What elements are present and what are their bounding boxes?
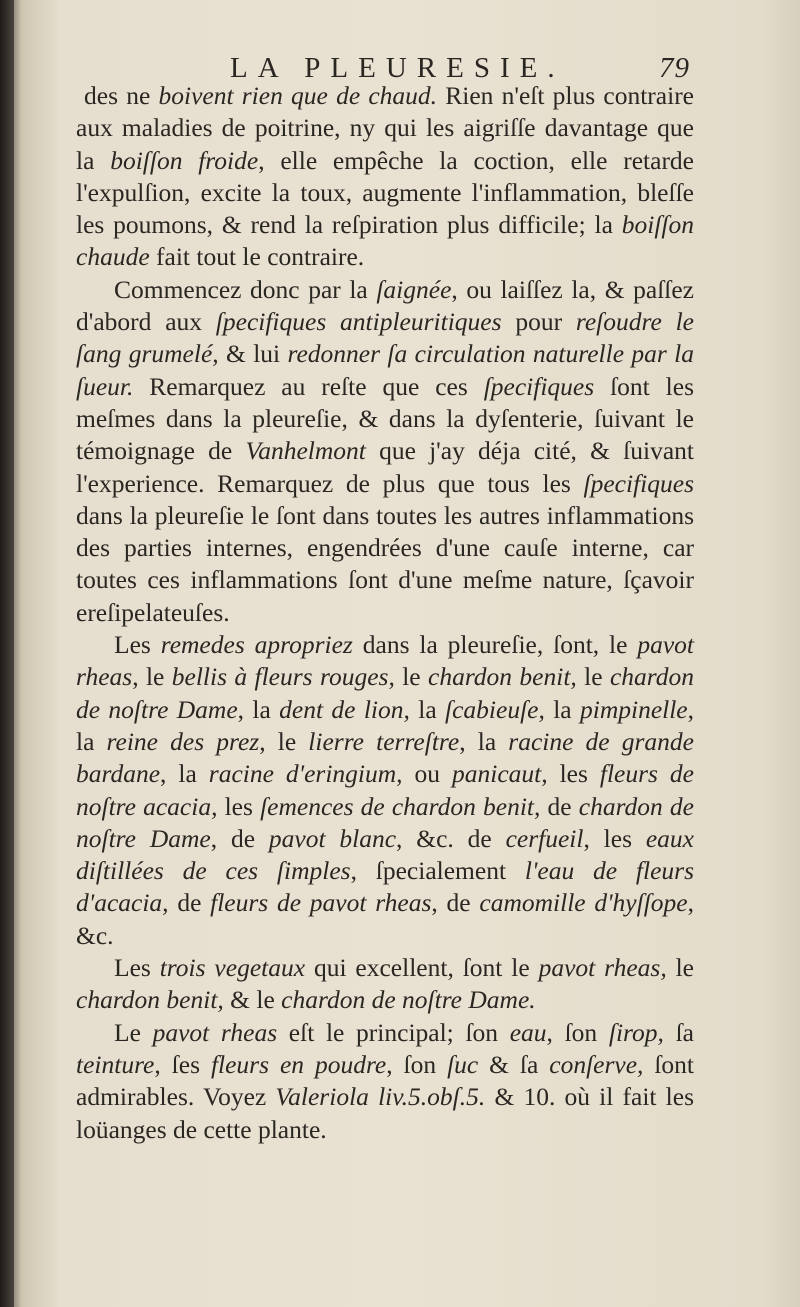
text-run: & ſa bbox=[478, 1049, 550, 1079]
italic-phrase: ſemences de chardon benit, bbox=[260, 791, 541, 821]
text-run: ſont admirables. Voyez bbox=[76, 1049, 695, 1112]
text-run: , ſon bbox=[546, 1017, 609, 1047]
italic-phrase: racine de grande bardane bbox=[76, 726, 694, 789]
text-run: Commencez donc par la bbox=[114, 274, 377, 304]
italic-phrase: fleurs de noſtre acacia, bbox=[76, 759, 694, 821]
text-run: ſont les meſmes dans la pleureſie, & dans la dyſenterie, ſuivant le témoignage de bbox=[76, 371, 694, 466]
italic-phrase: boiſſon froide bbox=[110, 145, 259, 175]
paragraph-1 bbox=[76, 80, 694, 274]
italic-phrase: fleurs de pavot rheas bbox=[210, 888, 432, 918]
text-run: la bbox=[409, 694, 446, 724]
italic-phrase: cerfueil bbox=[505, 823, 584, 853]
italic-phrase: redonner ſa circulation naturelle par la ſueur. bbox=[76, 339, 694, 401]
text-run: , la bbox=[76, 694, 694, 756]
paragraph-2 bbox=[76, 274, 694, 629]
italic-phrase: pavot rheas bbox=[152, 1017, 278, 1047]
italic-phrase: racine d'eringium, bbox=[208, 759, 403, 789]
text-run: ou bbox=[402, 759, 452, 789]
text-run: & lui bbox=[218, 339, 288, 369]
text-run: le bbox=[576, 662, 610, 692]
text-run: fait tout le contraire. bbox=[149, 242, 365, 272]
italic-phrase: bellis à fleurs rouges, bbox=[171, 662, 395, 692]
italic-phrase: pavot rheas bbox=[76, 630, 695, 692]
italic-phrase: pavot blanc bbox=[268, 823, 397, 853]
text-run: Les bbox=[114, 953, 160, 983]
italic-phrase: ſcabieuſe, bbox=[445, 694, 545, 724]
italic-phrase: dent de lion, bbox=[279, 694, 410, 724]
text-run: , de bbox=[431, 888, 480, 918]
italic-phrase: eaux diſtillées de ces ſimples bbox=[76, 823, 694, 886]
text-run: , la bbox=[160, 759, 209, 789]
text-run: le bbox=[666, 953, 694, 983]
text-run: pour bbox=[501, 307, 576, 337]
text-run: ſa bbox=[663, 1017, 694, 1047]
italic-phrase: Valeriola liv.5.obſ.5. bbox=[275, 1082, 486, 1112]
page-number: 79 bbox=[659, 52, 690, 84]
text-run: les bbox=[217, 791, 261, 821]
italic-phrase: pavot rheas, bbox=[538, 953, 667, 983]
text-run: qui excellent, ſont le bbox=[305, 953, 539, 983]
italic-phrase: trois vegetaux bbox=[159, 953, 306, 983]
running-title: LA PLEURESIE. bbox=[230, 52, 565, 84]
text-run: , ſon bbox=[386, 1049, 448, 1079]
text-run: , ſes bbox=[154, 1049, 211, 1079]
italic-phrase: chardon de noſtre Dame. bbox=[281, 985, 536, 1015]
italic-phrase: camomille d'hyſſope bbox=[479, 888, 688, 918]
italic-phrase: boiſſon chaude bbox=[76, 210, 694, 272]
italic-phrase: reine des prez bbox=[106, 726, 260, 756]
text-run: que j'ay déja cité, & ſuivant l'experience. Remarquez de plus que tous les bbox=[76, 436, 694, 498]
italic-phrase: chardon benit, bbox=[428, 662, 577, 692]
text-run: , &c. de bbox=[396, 823, 506, 853]
paragraph-4 bbox=[76, 952, 694, 1017]
italic-phrase: chardon de noſtre Dame bbox=[76, 662, 695, 724]
text-run: dans la pleureſie, ſont, le bbox=[352, 630, 638, 660]
text-run: , de bbox=[210, 823, 269, 853]
text-run: , &c. bbox=[76, 888, 694, 950]
text-run: dans la pleureſie le ſont dans toutes les autres inflammations des parties internes, engendrées d'une cauſe interne, car toutes ces inflammations ſont d'une meſme nature, ſçavoir ereſipelateuſes. bbox=[76, 500, 694, 627]
text-run: de bbox=[168, 888, 211, 918]
italic-phrase: chardon de noſtre Dame bbox=[76, 791, 694, 853]
text-run: eſt le principal; ſon bbox=[277, 1017, 510, 1047]
italic-phrase: ſpecifiques antipleuritiques bbox=[215, 307, 502, 337]
text-run: le bbox=[394, 662, 428, 692]
text-run: , ou laiſſez la, & paſſez d'abord aux bbox=[76, 274, 695, 337]
text-run: Les bbox=[114, 630, 161, 660]
paragraph-5 bbox=[76, 1017, 694, 1146]
text-run: , la bbox=[459, 726, 509, 756]
text-run: de bbox=[540, 791, 579, 821]
italic-phrase: pimpinelle bbox=[579, 694, 688, 724]
paragraph-3 bbox=[76, 629, 694, 952]
italic-phrase: ſaignée bbox=[376, 274, 452, 304]
text-run: , elle empêche la coction, elle retarde l'expulſion, excite la toux, augmente l'inflammation, bleſſe les poumons, & rend la reſpiration plus difficile; la bbox=[76, 145, 695, 240]
text-run: , la bbox=[237, 694, 280, 724]
italic-phrase: eau bbox=[509, 1017, 547, 1047]
italic-phrase: ſpecifiques bbox=[583, 468, 694, 498]
italic-phrase: fleurs en poudre bbox=[210, 1049, 387, 1079]
text-run: des ne bbox=[84, 81, 159, 110]
text-run: , ſpecialement bbox=[350, 856, 525, 886]
italic-phrase: boivent rien que de chaud. bbox=[158, 81, 438, 110]
italic-phrase: chardon benit, bbox=[76, 985, 224, 1015]
italic-phrase: teinture bbox=[76, 1049, 155, 1079]
italic-phrase: reſoudre le ſang grumelé, bbox=[76, 307, 694, 369]
book-gutter bbox=[0, 0, 14, 1307]
text-run: les bbox=[547, 759, 600, 789]
italic-phrase: panicaut, bbox=[451, 759, 548, 789]
italic-phrase: ſuc bbox=[447, 1049, 479, 1079]
text-run: , le bbox=[259, 726, 309, 756]
italic-phrase: ſpecifiques bbox=[483, 371, 595, 401]
text-run: Rien n'eſt plus contraire aux maladies de poitrine, ny qui les aigriſſe davantage que la bbox=[76, 81, 694, 175]
body-text bbox=[76, 80, 694, 1146]
italic-phrase: lierre terreſtre bbox=[308, 726, 460, 756]
italic-phrase: l'eau de fleurs d'acacia, bbox=[76, 856, 695, 918]
text-run: Remarquez au reſte que ces bbox=[133, 371, 484, 401]
text-run: la bbox=[544, 694, 580, 724]
text-run: Le bbox=[114, 1017, 153, 1047]
text-run: , le bbox=[132, 662, 172, 692]
text-run: & le bbox=[223, 985, 282, 1015]
text-run: , les bbox=[583, 823, 646, 853]
italic-phrase: remedes apropriez bbox=[160, 630, 353, 660]
text-run: & 10. où il fait les loüanges de cette plante. bbox=[76, 1082, 694, 1144]
italic-phrase: ſirop, bbox=[608, 1017, 664, 1047]
italic-phrase: conſerve, bbox=[549, 1049, 644, 1079]
italic-phrase: Vanhelmont bbox=[245, 436, 366, 466]
